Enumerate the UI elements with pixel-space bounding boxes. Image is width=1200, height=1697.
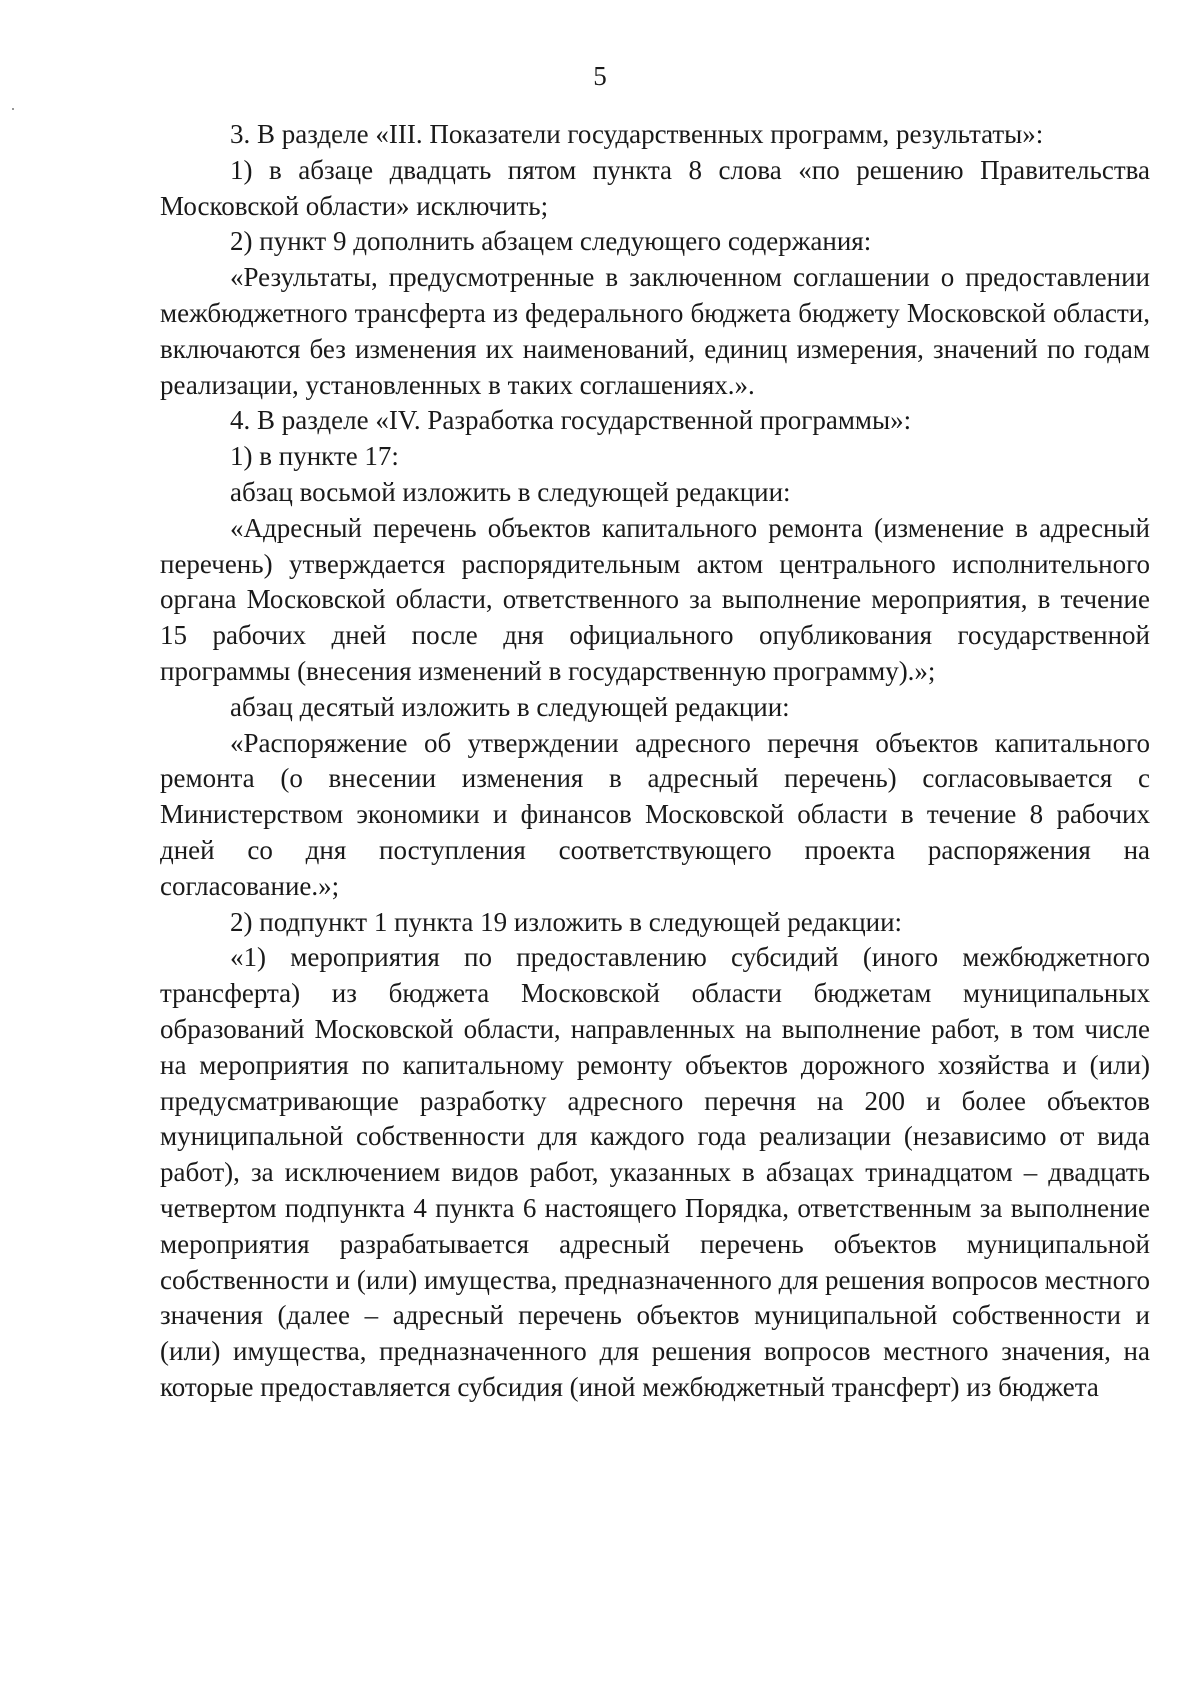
paragraph-point-19: 2) подпункт 1 пункта 19 изложить в следующей редакции:: [230, 906, 903, 937]
page-number: 5: [593, 61, 607, 91]
paragraph-item-2-point-9: 2) пункт 9 дополнить абзацем следующего содержания:: [230, 226, 872, 257]
paragraph-point-17: 1) в пункте 17:: [230, 441, 399, 472]
paragraph-order-approval-quote: «Распоряжение об утверждении адресного перечня объектов капитального ремонта (о внесении изменения в адресный перечень) согласовывается с Министерством экономики и финансов Московской области в течение 8 рабочих дней со дня поступления соответствующего проекта распоряжения на согласование.»;: [160, 727, 1150, 901]
paragraph-tenth-abzac: абзац десятый изложить в следующей редакции:: [230, 691, 790, 722]
paragraph-section-3-heading: 3. В разделе «III. Показатели государственных программ, результаты»:: [230, 119, 1044, 149]
document-body: [160, 117, 1150, 1406]
paragraph-results-quote: «Результаты, предусмотренные в заключенном соглашении о предоставлении межбюджетного трансферта из федерального бюджета бюджету Московской области, включаются без изменения их наименований, единиц измерения, значений по годам реализации, установленных в таких соглашениях.».: [160, 262, 1150, 400]
paragraph-section-4-heading: 4. В разделе «IV. Разработка государственной программы»:: [230, 405, 912, 436]
paragraph-address-list-quote: «Адресный перечень объектов капитального ремонта (изменение в адресный перечень) утверждается распорядительным актом центрального исполнительного органа Московской области, ответственного за выполнение мероприятия, в течение 15 рабочих дней после дня официального опубликования государственной программы (внесения изменений в государственную программу).»;: [160, 512, 1150, 686]
scan-speck: [12, 108, 14, 110]
paragraph-item-1-point-8: 1) в абзаце двадцать пятом пункта 8 слова «по решению Правительства Московской области» исключить;: [160, 154, 1150, 221]
paragraph-subsidies-quote: «1) мероприятия по предоставлению субсидий (иного межбюджетного трансферта) из бюджета Московской области бюджетам муниципальных образований Московской области, направленных на выполнение работ, в том числе на мероприятия по капитальному ремонту объектов дорожного хозяйства и (или) предусматривающие разработку адресного перечня на 200 и более объектов муниципальной собственности для каждого года реализации (независимо от вида работ), за исключением видов работ, указанных в абзацах тринадцатом – двадцать четвертом подпункта 4 пункта 6 настоящего Порядка, ответственным за выполнение мероприятия разрабатывается адресный перечень объектов муниципальной собственности и (или) имущества, предназначенного для решения вопросов местного значения (далее – адресный перечень объектов муниципальной собственности и (или) имущества, предназначенного для решения вопросов местного значения, на которые предоставляется субсидия (иной межбюджетный трансферт) из бюджета: [160, 942, 1150, 1402]
paragraph-eighth-abzac: абзац восьмой изложить в следующей редакции:: [230, 476, 791, 507]
